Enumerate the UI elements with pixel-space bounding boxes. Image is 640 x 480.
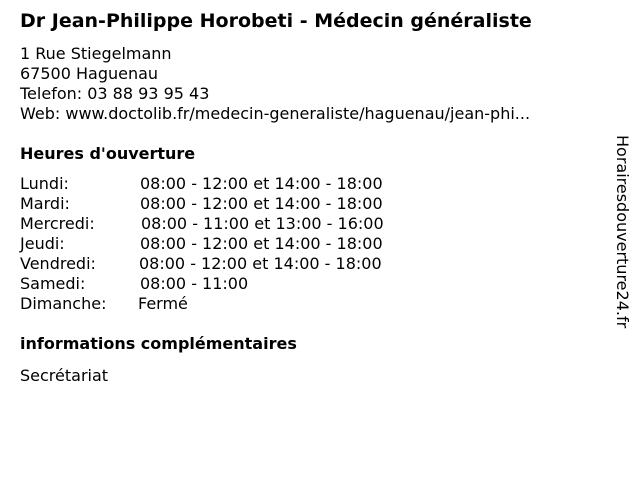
street-address: 1 Rue Stiegelmann xyxy=(20,44,172,63)
city-postal: 67500 Haguenau xyxy=(20,64,159,83)
day-label: Mercredi: xyxy=(20,214,95,233)
hours-value: 08:00 - 12:00 et 14:00 - 18:00 xyxy=(139,254,382,273)
hours-value: 08:00 - 11:00 xyxy=(140,274,249,293)
hours-value: 08:00 - 11:00 et 13:00 - 16:00 xyxy=(141,214,384,233)
day-label: Vendredi: xyxy=(20,254,96,273)
info-text: Secrétariat xyxy=(20,366,109,385)
hours-heading: Heures d'ouverture xyxy=(20,144,196,163)
address-block xyxy=(20,44,530,124)
info-heading: informations complémentaires xyxy=(20,334,297,353)
hours-value: 08:00 - 12:00 et 14:00 - 18:00 xyxy=(140,194,383,213)
hours-value: 08:00 - 12:00 et 14:00 - 18:00 xyxy=(140,174,383,193)
day-label: Samedi: xyxy=(20,274,86,293)
hours-value: 08:00 - 12:00 et 14:00 - 18:00 xyxy=(140,234,383,253)
website-link[interactable]: Web: www.doctolib.fr/medecin-generaliste/haguenau/jean-phi... xyxy=(20,104,531,123)
day-label: Dimanche: xyxy=(20,294,107,313)
day-label: Mardi: xyxy=(20,194,70,213)
day-label: Lundi: xyxy=(20,174,69,193)
phone-number: Telefon: 03 88 93 95 43 xyxy=(20,84,210,103)
page-title: Dr Jean-Philippe Horobeti - Médecin généraliste xyxy=(20,10,532,32)
day-label: Jeudi: xyxy=(20,234,65,253)
side-brand-label: Horairesdouverture24.fr xyxy=(613,135,632,329)
hours-value: Fermé xyxy=(138,294,188,313)
